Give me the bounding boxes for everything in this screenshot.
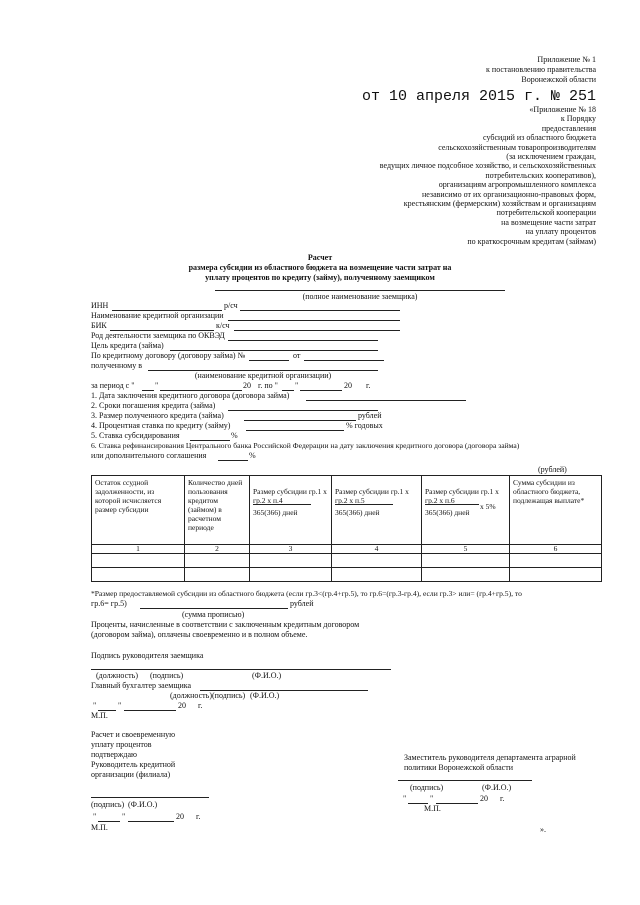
item-interest-rate-line (246, 430, 344, 431)
footnote-cont: гр.6= гр.5) (91, 599, 127, 608)
header-text: Размер субсидии гр.1 х гр.2 х п.6 (425, 487, 499, 505)
table-cell[interactable] (422, 554, 510, 568)
date-g: г. (500, 794, 505, 803)
bik-label: БИК (91, 321, 107, 330)
signature-line (91, 669, 391, 670)
appendix-line: к постановлению правительства (486, 65, 596, 74)
fio-caption: (Ф.И.О.) (128, 800, 158, 809)
item-repayment-terms: 2. Сроки погашения кредита (займа) (91, 401, 216, 410)
contract-from-label: от (293, 351, 301, 360)
subsidy-calculation-table (91, 475, 602, 582)
date-month-line (124, 710, 176, 711)
contract-number-line (249, 360, 289, 361)
item-contract-date-line (306, 400, 466, 401)
order-reference-line: «Приложение № 18 (529, 105, 596, 114)
doc-title-line: размера субсидии из областного бюджета на возмещение части затрат на (188, 263, 452, 272)
period-quote: " (295, 381, 299, 390)
rub-unit: рублей (358, 411, 382, 420)
table-header-cell (185, 476, 250, 545)
table-number-row (92, 545, 602, 554)
signature-caption: (подпись) (150, 671, 184, 680)
date-quote: " (93, 701, 97, 710)
amount-in-words-caption: (сумма прописью) (182, 610, 245, 619)
okved-line (228, 340, 378, 341)
date-quote: " (403, 794, 407, 803)
date-g: г. (196, 812, 201, 821)
order-reference-line: независимо от их организационно-правовых форм, (422, 189, 596, 199)
order-reference-line: потребительских кооперативов), (485, 170, 596, 180)
borrower-caption: (полное наименование заемщика) (302, 292, 418, 301)
order-reference-line: крестьянским (фермерским) хозяйствам и организациям (403, 199, 596, 208)
resolution-date: от 10 апреля 2015 г. № 251 (361, 88, 596, 105)
column-number: 1 (92, 545, 185, 554)
borrower-head-signature-label: Подпись руководителя заемщика (91, 651, 204, 660)
column-number: 5 (422, 545, 510, 554)
date-year: 20 (480, 794, 488, 803)
order-reference-line: субсидий из областного бюджета (483, 133, 596, 143)
table-cell[interactable] (185, 554, 250, 568)
table-cell[interactable] (250, 554, 332, 568)
item-credit-amount: 3. Размер полученного кредита (займа) (91, 411, 224, 420)
table-header-cell (92, 476, 185, 545)
doc-title-line: уплату процентов по кредиту (займу), полученному заемщиком (205, 273, 435, 282)
period-to-label: г. по " (258, 381, 278, 390)
item-credit-amount-line (244, 420, 356, 421)
okved-label: Род деятельности заемщика по ОКВЭД (91, 331, 225, 340)
column-number: 3 (250, 545, 332, 554)
interest-paid-statement-cont: (договором займа), оплачены своевременно и в полном объеме. (91, 630, 308, 639)
period-year: 20 (243, 381, 251, 390)
column-number: 4 (332, 545, 422, 554)
fraction-bar (335, 504, 393, 505)
table-row (92, 554, 602, 568)
table-unit: (рублей) (538, 465, 567, 474)
position-caption: (должность) (96, 671, 138, 680)
appendix-line: Приложение № 1 (537, 55, 596, 64)
deputy-title: Заместитель руководителя департамента аграрной (404, 753, 576, 762)
position-caption: (должность) (170, 691, 212, 700)
bank-name-line (228, 320, 400, 321)
header-text: Размер субсидии гр.1 х гр.2 х п.4 (253, 487, 327, 505)
signature-line (91, 797, 209, 798)
fraction-bar (253, 504, 311, 505)
subsidy-amount-line (140, 608, 288, 609)
fraction-denominator: 365(366) дней (425, 508, 470, 517)
header-text: Остаток ссудной задолженности, из которой исчисляется размер субсидии (95, 478, 162, 514)
deputy-title-cont: политики Воронежской области (404, 763, 513, 772)
table-header-row (92, 476, 602, 545)
period-g: г. (366, 381, 371, 390)
table-cell[interactable] (92, 568, 185, 582)
table-cell[interactable] (510, 554, 602, 568)
borrower-name-line (215, 290, 505, 291)
fraction-denominator: 365(366) дней (335, 508, 380, 517)
table-cell[interactable] (422, 568, 510, 582)
table-header-cell (250, 476, 332, 545)
item-contract-date: 1. Дата заключения кредитного договора (договора займа) (91, 391, 290, 400)
table-header-cell (332, 476, 422, 545)
period-quote: " (155, 381, 159, 390)
credit-purpose-label: Цель кредита (займа) (91, 341, 164, 350)
corr-account-line (234, 330, 400, 331)
bank-block-line: Расчет и своевременную (91, 730, 176, 739)
account-line (240, 310, 400, 311)
header-text: Количество дней пользования кредитом (займом) в расчетном периоде (188, 478, 243, 532)
closing-quote: ». (540, 825, 546, 834)
footnote: *Размер предоставляемой субсидии из областного бюджета (если гр.3<(гр.4+гр.5), то гр.6=(гр.3-гр.4), если гр.3> или= (гр.4+гр.5), то (91, 589, 522, 598)
period-from-label: за период с " (91, 381, 135, 390)
percent-unit: % (249, 451, 256, 460)
signature-caption: (подпись) (410, 783, 444, 792)
header-text: Размер субсидии гр.1 х гр.2 х п.5 (335, 487, 409, 505)
rub-unit: рублей (290, 599, 314, 608)
table-cell[interactable] (510, 568, 602, 582)
times-five-percent: х 5% (480, 502, 496, 511)
contract-label: По кредитному договору (договору займа) № (91, 351, 246, 360)
signature-caption: (подпись) (91, 800, 125, 809)
interest-paid-statement: Проценты, начисленные в соответствии с заключенным кредитным договором (91, 620, 360, 629)
item-interest-rate: 4. Процентная ставка по кредиту (займу) (91, 421, 231, 430)
fio-caption: (Ф.И.О.) (250, 691, 280, 700)
bank-block-line: организации (филиала) (91, 770, 171, 779)
item-subsidy-rate: 5. Ставка субсидирования (91, 431, 180, 440)
date-quote: " (122, 812, 126, 821)
corr-account-label: к/сч (216, 321, 230, 330)
order-reference-line: (за исключением граждан, (506, 152, 596, 161)
column-number: 2 (185, 545, 250, 554)
stamp-place: М.П. (91, 823, 108, 832)
account-label: р/сч (224, 301, 238, 310)
header-text: Сумма субсидии из областного бюджета, подлежащая выплате* (513, 478, 585, 505)
fio-caption: (Ф.И.О.) (482, 783, 512, 792)
date-quote: " (118, 701, 122, 710)
order-reference-line: потребительской кооперации (496, 208, 596, 218)
signature-caption: (подпись) (212, 691, 246, 700)
table-row (92, 568, 602, 582)
order-reference-line: на уплату процентов (525, 227, 596, 237)
bank-block-line: уплату процентов (91, 740, 152, 749)
order-reference-line: сельскохозяйственным товаропроизводителям (438, 142, 596, 152)
fraction-denominator: 365(366) дней (253, 508, 298, 517)
order-reference-line: по краткосрочным кредитам (займам) (467, 236, 596, 246)
percent-annual-unit: % годовых (346, 421, 383, 430)
stamp-place: М.П. (424, 804, 441, 813)
date-g: г. (198, 701, 203, 710)
received-in-label: полученному в (91, 361, 142, 370)
item-refinancing-rate: 6. Ставка рефинансирования Центрального банка Российской Федерации на дату заключения кредитного договора (договора займа) (91, 441, 520, 450)
fio-caption: (Ф.И.О.) (252, 671, 282, 680)
table-cell[interactable] (250, 568, 332, 582)
table-cell[interactable] (332, 554, 422, 568)
stamp-place: М.П. (91, 711, 108, 720)
fraction-bar (425, 504, 479, 505)
order-reference-line: ведущих личное подсобное хозяйство, и сельскохозяйственных (379, 161, 596, 171)
table-cell[interactable] (92, 554, 185, 568)
order-reference-line: на возмещение части затрат (501, 217, 596, 227)
table-cell[interactable] (185, 568, 250, 582)
order-reference-line: к Порядку (560, 114, 596, 124)
item-refinancing-line (218, 460, 248, 461)
period-year: 20 (344, 381, 352, 390)
appendix-line: Воронежской области (521, 75, 596, 84)
table-header-cell (510, 476, 602, 545)
bank-block-line: Руководитель кредитной (91, 760, 176, 769)
bank-name-label: Наименование кредитной организации (91, 311, 224, 320)
chief-accountant-label: Главный бухгалтер заемщика (91, 681, 192, 690)
bank-block-line: подтверждаю (91, 750, 138, 759)
order-reference-line: организациям агропромышленного комплекса (438, 180, 596, 190)
date-quote: " (93, 812, 97, 821)
contract-date-line (304, 360, 384, 361)
order-reference-line: предоставления (541, 123, 596, 133)
period-to-month-line (300, 390, 342, 391)
table-header-cell (422, 476, 510, 545)
column-number: 6 (510, 545, 602, 554)
date-day-line (98, 821, 120, 822)
date-year: 20 (176, 812, 184, 821)
percent-unit: % (231, 431, 238, 440)
date-month-line (128, 821, 174, 822)
item-refinancing-rate-cont: или дополнительного соглашения (91, 451, 207, 460)
item-repayment-line (228, 410, 378, 411)
date-month-line (436, 803, 478, 804)
bank-caption: (наименование кредитной организации) (194, 371, 332, 380)
signature-line (398, 780, 532, 781)
table-cell[interactable] (332, 568, 422, 582)
date-quote: " (430, 794, 434, 803)
date-year: 20 (178, 701, 186, 710)
inn-label: ИНН (91, 301, 109, 310)
doc-title: Расчет (307, 253, 333, 262)
